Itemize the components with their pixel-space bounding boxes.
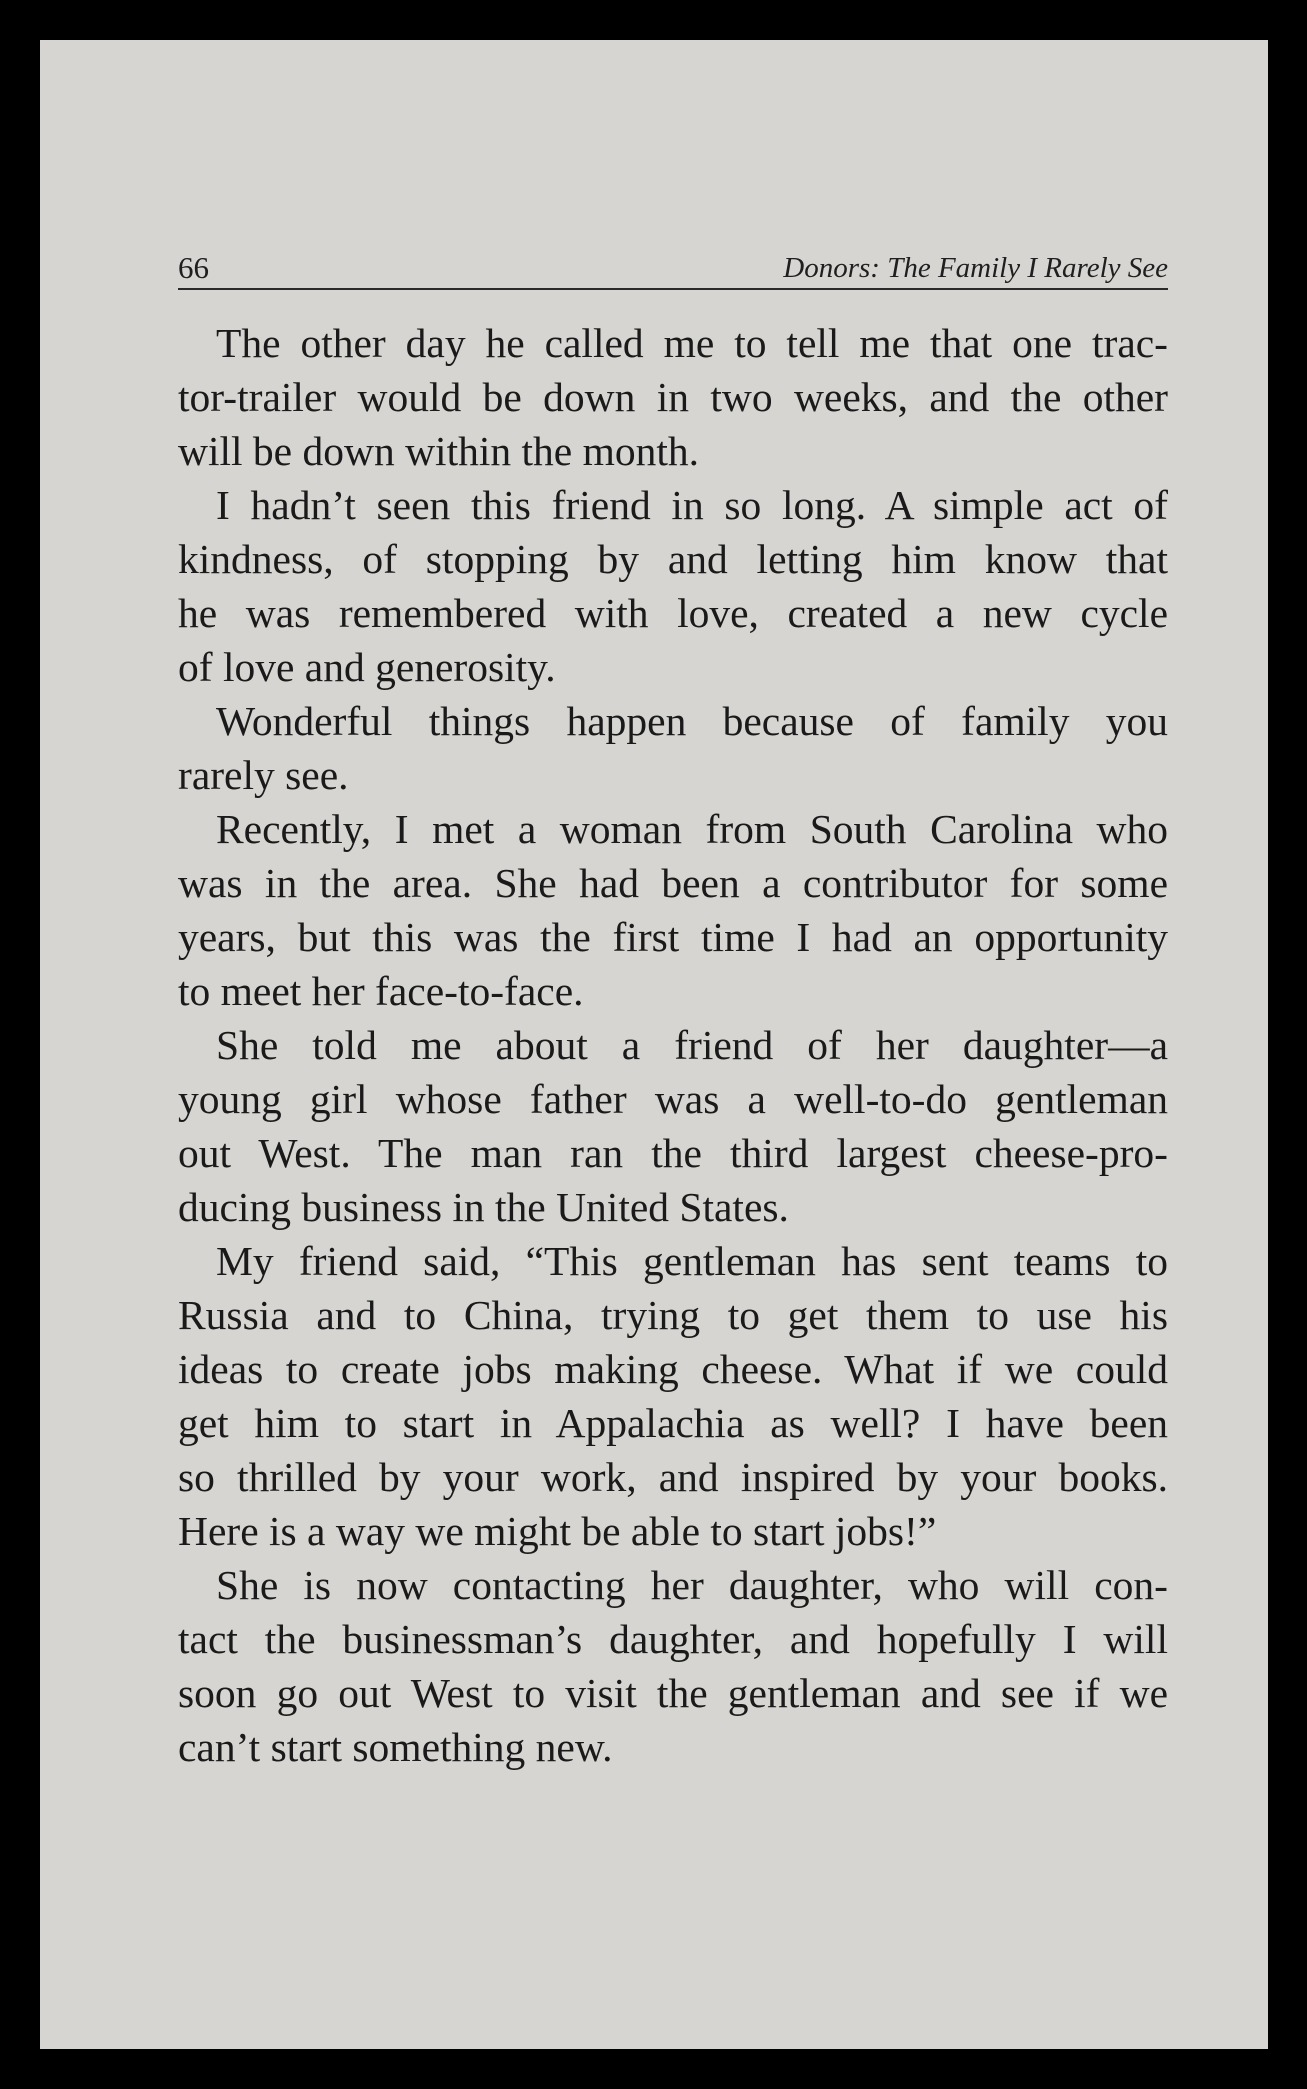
text-line: rarely see. [178, 752, 349, 798]
text-line: get him to start in Appalachia as well? I have been [178, 1400, 1168, 1446]
page-number: 66 [178, 250, 209, 285]
text-line: Recently, I met a woman from South Carolina who [216, 806, 1168, 852]
running-title: Donors: The Family I Rarely See [783, 252, 1168, 284]
text-line: Russia and to China, trying to get them to use his [178, 1292, 1168, 1338]
text-line: to meet her face-to-face. [178, 968, 584, 1014]
paragraph [178, 478, 1168, 694]
text-line: so thrilled by your work, and inspired by your books. [178, 1454, 1168, 1500]
text-line: was in the area. She had been a contributor for some [178, 860, 1168, 906]
text-line: out West. The man ran the third largest cheese-pro- [178, 1130, 1168, 1176]
text-line: of love and generosity. [178, 644, 556, 690]
paragraph [178, 316, 1168, 478]
text-line: ideas to create jobs making cheese. What if we could [178, 1346, 1168, 1392]
text-line: The other day he called me to tell me that one trac- [216, 320, 1168, 366]
text-line: My friend said, “This gentleman has sent teams to [216, 1238, 1168, 1284]
text-line: She told me about a friend of her daughter—a [216, 1022, 1168, 1068]
text-line: he was remembered with love, created a new cycle [178, 590, 1168, 636]
text-line: tact the businessman’s daughter, and hopefully I will [178, 1616, 1168, 1662]
body-text [178, 316, 1168, 1774]
paragraph [178, 1558, 1168, 1774]
text-line: She is now contacting her daughter, who will con- [216, 1562, 1168, 1608]
paragraph [178, 1234, 1168, 1558]
paragraph [178, 694, 1168, 802]
text-line: ducing business in the United States. [178, 1184, 789, 1230]
text-line: I hadn’t seen this friend in so long. A simple act of [216, 482, 1168, 528]
text-line: can’t start something new. [178, 1724, 613, 1770]
book-page [40, 40, 1268, 2049]
text-line: Here is a way we might be able to start jobs!” [178, 1508, 937, 1554]
paragraph [178, 802, 1168, 1018]
text-line: soon go out West to visit the gentleman and see if we [178, 1670, 1168, 1716]
text-line: tor-trailer would be down in two weeks, and the other [178, 374, 1168, 420]
text-line: young girl whose father was a well-to-do gentleman [178, 1076, 1168, 1122]
text-line: will be down within the month. [178, 428, 700, 474]
text-line: Wonderful things happen because of family you [216, 698, 1168, 744]
running-head [178, 250, 1168, 290]
paragraph [178, 1018, 1168, 1234]
text-line: years, but this was the first time I had an opportunity [178, 914, 1168, 960]
text-line: kindness, of stopping by and letting him know that [178, 536, 1168, 582]
